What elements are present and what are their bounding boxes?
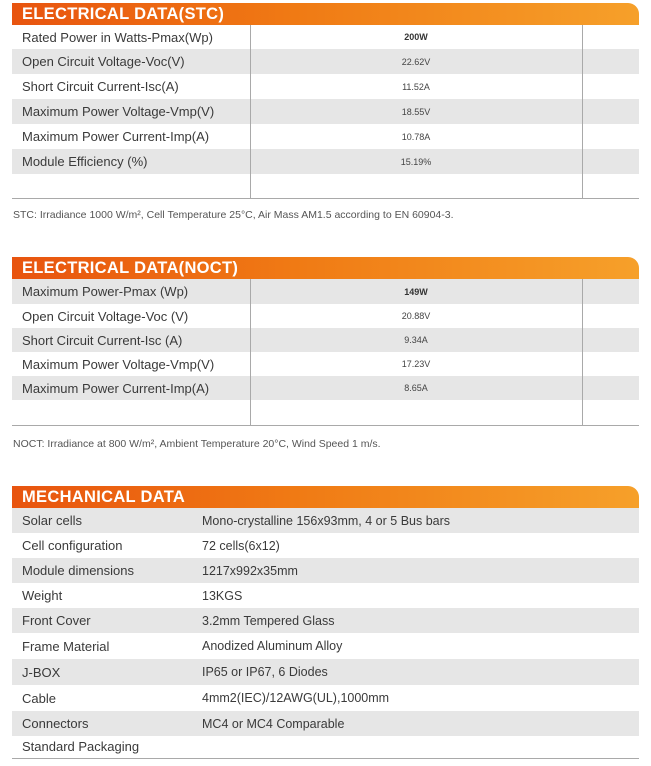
stc-header: ELECTRICAL DATA(STC): [12, 3, 639, 25]
row-value: 3.2mm Tempered Glass: [196, 608, 639, 633]
table-row: [12, 376, 639, 400]
row-value: 22.62V: [250, 49, 582, 74]
noct-header: ELECTRICAL DATA(NOCT): [12, 257, 639, 279]
row-label: Standard Packaging: [12, 736, 196, 758]
table-row: [12, 508, 639, 533]
table-row: [12, 736, 639, 758]
row-value: 1217x992x35mm: [196, 558, 639, 583]
table-row: [12, 49, 639, 74]
row-label: Maximum Power Voltage-Vmp(V): [12, 99, 250, 124]
table-row: [12, 328, 639, 352]
row-label: Open Circuit Voltage-Voc (V): [12, 304, 250, 328]
table-row: [12, 633, 639, 659]
table-row: [12, 304, 639, 328]
row-value: 8.65A: [250, 376, 582, 400]
stc-note: STC: Irradiance 1000 W/m², Cell Temperature 25°C, Air Mass AM1.5 according to EN 60904-3.: [13, 209, 454, 221]
table-row: [12, 533, 639, 558]
row-label: Front Cover: [12, 608, 196, 633]
row-value: 149W: [250, 279, 582, 304]
table-row: [12, 74, 639, 99]
row-label: Connectors: [12, 711, 196, 736]
row-label: Cable: [12, 685, 196, 711]
stc-table: [12, 25, 639, 199]
row-label: Maximum Power Current-Imp(A): [12, 124, 250, 149]
row-value: 4mm2(IEC)/12AWG(UL),1000mm: [196, 685, 639, 711]
row-label: J-BOX: [12, 659, 196, 685]
row-label: Cell configuration: [12, 533, 196, 558]
row-value: 72 cells(6x12): [196, 533, 639, 558]
stc-section: [12, 3, 639, 199]
table-row: [12, 558, 639, 583]
table-row: [12, 659, 639, 685]
row-label: Open Circuit Voltage-Voc(V): [12, 49, 250, 74]
row-value: 18.55V: [250, 99, 582, 124]
row-value: 17.23V: [250, 352, 582, 376]
table-row: [12, 99, 639, 124]
mech-header: MECHANICAL DATA: [12, 486, 639, 508]
row-value: 20.88V: [250, 304, 582, 328]
table-row: [12, 149, 639, 174]
row-value: IP65 or IP67, 6 Diodes: [196, 659, 639, 685]
noct-table: [12, 279, 639, 426]
table-row-empty: [12, 400, 639, 425]
table-row: [12, 352, 639, 376]
row-label: Short Circuit Current-Isc (A): [12, 328, 250, 352]
row-label: Solar cells: [12, 508, 196, 533]
row-value: [196, 736, 639, 758]
table-row: [12, 608, 639, 633]
row-value: 15.19%: [250, 149, 582, 174]
table-row: [12, 25, 639, 49]
noct-section: [12, 257, 639, 426]
row-label: Module Efficiency (%): [12, 149, 250, 174]
row-label: Rated Power in Watts-Pmax(Wp): [12, 25, 250, 49]
row-value: Mono-crystalline 156x93mm, 4 or 5 Bus bars: [196, 508, 639, 533]
mech-table: [12, 508, 639, 759]
table-row: [12, 124, 639, 149]
row-label: Short Circuit Current-Isc(A): [12, 74, 250, 99]
row-value: 10.78A: [250, 124, 582, 149]
row-value: 13KGS: [196, 583, 639, 608]
row-label: Frame Material: [12, 633, 196, 659]
row-label: Module dimensions: [12, 558, 196, 583]
row-label: Maximum Power-Pmax (Wp): [12, 279, 250, 304]
row-label: Maximum Power Voltage-Vmp(V): [12, 352, 250, 376]
table-row: [12, 685, 639, 711]
row-label: Weight: [12, 583, 196, 608]
table-row-empty: [12, 174, 639, 198]
row-value: MC4 or MC4 Comparable: [196, 711, 639, 736]
row-value: 11.52A: [250, 74, 582, 99]
row-value: Anodized Aluminum Alloy: [196, 633, 639, 659]
row-value: 9.34A: [250, 328, 582, 352]
table-row: [12, 279, 639, 304]
row-value: 200W: [250, 25, 582, 49]
table-row: [12, 711, 639, 736]
row-label: Maximum Power Current-Imp(A): [12, 376, 250, 400]
mech-section: [12, 486, 639, 759]
noct-note: NOCT: Irradiance at 800 W/m², Ambient Temperature 20°C, Wind Speed 1 m/s.: [13, 438, 381, 450]
table-row: [12, 583, 639, 608]
